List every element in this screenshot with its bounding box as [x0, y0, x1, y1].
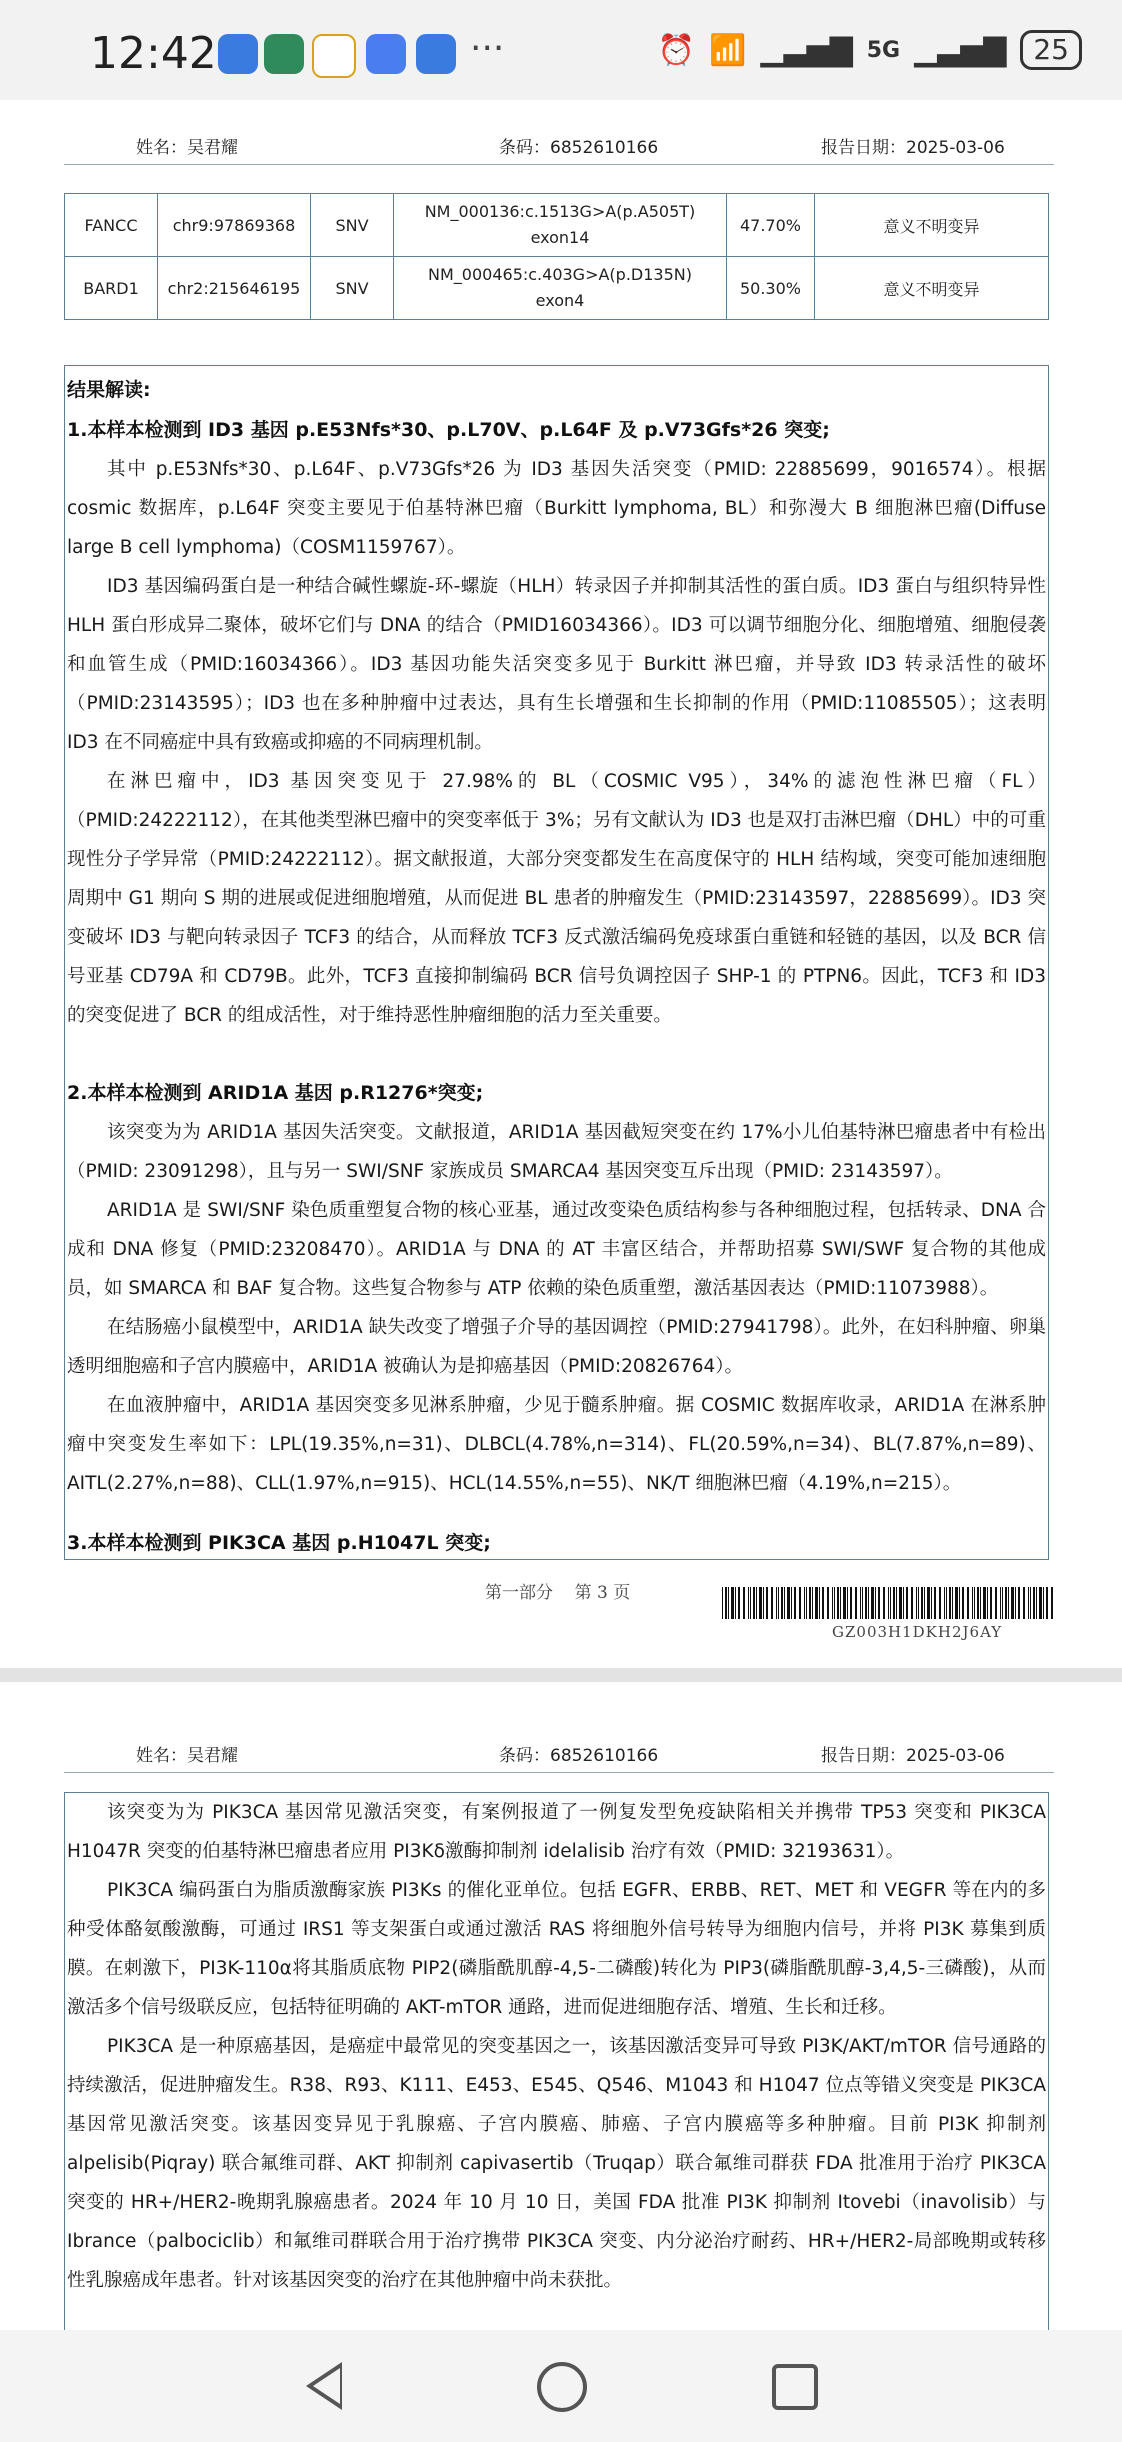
variant-exon: exon4: [535, 291, 585, 310]
type-cell: SNV: [311, 257, 394, 320]
report-header: [64, 1738, 1054, 1773]
section-2-paragraph: ARID1A 是 SWI/SNF 染色质重塑复合物的核心亚基，通过改变染色质结构参与各种细胞过程，包括转录、DNA 合成和 DNA 修复（PMID:23208470）。ARID1A 与 DNA 的 AT 丰富区结合，并帮助招募 SWI/SWF 复合物的其他成员，如 SMARCA 和 BAF 复合物。这些复合物参与 ATP 依赖的染色质重塑，激活基因表达（PMID:11073988）。: [67, 1200, 1046, 1299]
gene-cell: BARD1: [65, 257, 158, 320]
variant-exon: exon14: [530, 228, 590, 247]
significance-cell: 意义不明变异: [815, 194, 1049, 257]
patient-name: 姓名：吴君耀: [136, 138, 238, 158]
significance-cell: 意义不明变异: [815, 257, 1049, 320]
pik3ca-paragraph: 该突变为为 PIK3CA 基因常见激活突变，有案例报道了一例复发型免疫缺陷相关并携带 TP53 突变和 PIK3CA H1047R 突变的伯基特淋巴瘤患者应用 PI3Kδ激酶抑制剂 idelalisib 治疗有效（PMID: 32193631）。: [67, 1802, 1046, 1862]
result-continuation-box: [64, 1792, 1049, 2352]
pik3ca-paragraph: PIK3CA 编码蛋白为脂质激酶家族 PI3Ks 的催化亚单位。包括 EGFR、ERBB、RET、MET 和 VEGFR 等在内的多种受体酪氨酸激酶，可通过 IRS1 等支架蛋白或通过激活 RAS 将细胞外信号转导为细胞内信号，并将 PI3K 募集到质膜。在刺激下，PI3K-110α将其脂质底物 PIP2(磷脂酰肌醇-4,5-二磷酸)转化为 PIP3(磷脂酰肌醇-3,4,5-三磷酸)，从而激活多个信号级联反应，包括特征明确的 AKT-mTOR 通路，进而促进细胞存活、增殖、生长和迁移。: [67, 1880, 1046, 2018]
wifi-icon: 📶: [709, 32, 747, 68]
vaf-cell: 47.70%: [727, 194, 815, 257]
section-2-paragraph: 该突变为为 ARID1A 基因失活突变。文献报道，ARID1A 基因截短突变在约 17%小儿伯基特淋巴瘤患者中有检出（PMID: 23091298），且与另一 SWI/SNF 家族成员 SMARCA4 基因突变互斥出现（PMID: 23143597）。: [67, 1122, 1046, 1182]
mutation-table: [64, 193, 1049, 320]
report-date: 报告日期：2025-03-06: [821, 1746, 1005, 1766]
barcode-number: 条码：6852610166: [499, 138, 659, 158]
clock: 12:42: [90, 28, 217, 79]
result-interpretation-box: [64, 365, 1049, 1560]
table-row: [65, 194, 1049, 257]
app-icon-5: [416, 34, 456, 74]
section-3-title: 3.本样本检测到 PIK3CA 基因 p.H1047L 突变;: [67, 1532, 491, 1554]
signal-icon: ▁▃▅▇: [914, 32, 1007, 68]
home-icon[interactable]: [537, 2362, 587, 2412]
alarm-icon: ⏰: [657, 32, 696, 68]
more-notifications-icon: ···: [470, 28, 505, 69]
signal-icon: ▁▃▅▇: [760, 32, 853, 68]
section-1-paragraph: 其中 p.E53Nfs*30、p.L64F、p.V73Gfs*26 为 ID3 基因失活突变（PMID: 22885699，9016574）。根据 cosmic 数据库，p.L64F 突变主要见于伯基特淋巴瘤（Burkitt lymphoma, BL）和弥漫大 B 细胞淋巴瘤(Diffuse large B cell lymphoma)（COSM1159767）。: [67, 459, 1046, 558]
variant-hgvs: NM_000465:c.403G>A(p.D135N): [428, 265, 692, 284]
position-cell: chr2:215646195: [158, 257, 311, 320]
recent-apps-icon[interactable]: [772, 2364, 818, 2410]
battery-icon: 25: [1020, 30, 1082, 70]
page-separator: [0, 1668, 1122, 1682]
position-cell: chr9:97869368: [158, 194, 311, 257]
status-bar: [0, 0, 1122, 100]
variant-hgvs: NM_000136:c.1513G>A(p.A505T): [424, 202, 696, 221]
app-icon-2: [264, 34, 304, 74]
variant-cell: [394, 257, 727, 320]
result-title: 结果解读:: [67, 379, 151, 401]
section-1-paragraph: ID3 基因编码蛋白是一种结合碱性螺旋-环-螺旋（HLH）转录因子并抑制其活性的蛋白质。ID3 蛋白与组织特异性 HLH 蛋白形成异二聚体，破坏它们与 DNA 的结合（PMID16034366）。ID3 可以调节细胞分化、细胞增殖、细胞侵袭和血管生成（PMID:16034366）。ID3 基因功能失活突变多见于 Burkitt 淋巴瘤，并导致 ID3 转录活性的破坏（PMID:23143595）；ID3 也在多种肿瘤中过表达，具有生长增强和生长抑制的作用（PMID:11085505）；这表明 ID3 在不同癌症中具有致癌或抑癌的不同病理机制。: [67, 576, 1046, 753]
report-date: 报告日期：2025-03-06: [821, 138, 1005, 158]
barcode-text: GZ003H1DKH2J6AY: [832, 1623, 1003, 1641]
section-2-paragraph: 在结肠癌小鼠模型中，ARID1A 缺失改变了增强子介导的基因调控（PMID:27941798）。此外，在妇科肿瘤、卵巢透明细胞癌和子宫内膜癌中，ARID1A 被确认为是抑癌基因（PMID:20826764）。: [67, 1317, 1046, 1377]
vaf-cell: 50.30%: [727, 257, 815, 320]
barcode-number: 条码：6852610166: [499, 1746, 659, 1766]
gene-cell: FANCC: [65, 194, 158, 257]
table-row: [65, 257, 1049, 320]
back-icon-inner: [313, 2368, 340, 2404]
section-2-title: 2.本样本检测到 ARID1A 基因 p.R1276*突变;: [67, 1082, 484, 1104]
app-icon-3: [312, 34, 356, 78]
page-footer: 第一部分 第 3 页: [485, 1583, 631, 1603]
type-cell: SNV: [311, 194, 394, 257]
system-icons: [658, 30, 1082, 70]
network-type: 5G: [866, 37, 901, 63]
section-1-title: 1.本样本检测到 ID3 基因 p.E53Nfs*30、p.L70V、p.L64F 及 p.V73Gfs*26 突变;: [67, 419, 830, 441]
patient-name: 姓名：吴君耀: [136, 1746, 238, 1766]
variant-cell: [394, 194, 727, 257]
section-2-paragraph: 在血液肿瘤中，ARID1A 基因突变多见淋系肿瘤，少见于髓系肿瘤。据 COSMIC 数据库收录，ARID1A 在淋系肿瘤中突变发生率如下：LPL(19.35%,n=31)、DLBCL(4.78%,n=314)、FL(20.59%,n=34)、BL(7.87%,n=89)、AITL(2.27%,n=88)、CLL(1.97%,n=915)、HCL(14.55%,n=55)、NK/T 细胞淋巴瘤（4.19%,n=215）。: [67, 1395, 1046, 1494]
report-header: [64, 130, 1054, 165]
app-icon-1: [218, 34, 258, 74]
app-icon-4: [366, 34, 406, 74]
pik3ca-paragraph: PIK3CA 是一种原癌基因，是癌症中最常见的突变基因之一，该基因激活变异可导致 PI3K/AKT/mTOR 信号通路的持续激活，促进肿瘤发生。R38、R93、K111、E453、E545、Q546、M1043 和 H1047 位点等错义突变是 PIK3CA 基因常见激活突变。该基因变异见于乳腺癌、子宫内膜癌、肺癌、子宫内膜癌等多种肿瘤。目前 PI3K 抑制剂 alpelisib(Piqray) 联合氟维司群、AKT 抑制剂 capivasertib（Truqap）联合氟维司群获 FDA 批准用于治疗 PIK3CA 突变的 HR+/HER2-晚期乳腺癌患者。2024 年 10 月 10 日，美国 FDA 批准 PI3K 抑制剂 Itovebi（inavolisib）与 Ibrance（palbociclib）和氟维司群联合用于治疗携带 PIK3CA 突变、内分泌治疗耐药、HR+/HER2-局部晚期或转移性乳腺癌成年患者。针对该基因突变的治疗在其他肿瘤中尚未获批。: [67, 2036, 1046, 2291]
section-1-paragraph: 在淋巴瘤中，ID3 基因突变见于 27.98%的 BL（COSMIC V95），34%的滤泡性淋巴瘤（FL）（PMID:24222112），在其他类型淋巴瘤中的突变率低于 3%；另有文献认为 ID3 也是双打击淋巴瘤（DHL）中的可重现性分子学异常（PMID:24222112）。据文献报道，大部分突变都发生在高度保守的 HLH 结构域，突变可能加速细胞周期中 G1 期向 S 期的进展或促进细胞增殖，从而促进 BL 患者的肿瘤发生（PMID:23143597，22885699）。ID3 突变破坏 ID3 与靶向转录因子 TCF3 的结合，从而释放 TCF3 反式激活编码免疫球蛋白重链和轻链的基因，以及 BCR 信号亚基 CD79A 和 CD79B。此外，TCF3 直接抑制编码 BCR 信号负调控因子 SHP-1 的 PTPN6。因此，TCF3 和 ID3 的突变促进了 BCR 的组成活性，对于维持恶性肿瘤细胞的活力至关重要。: [67, 771, 1046, 1026]
